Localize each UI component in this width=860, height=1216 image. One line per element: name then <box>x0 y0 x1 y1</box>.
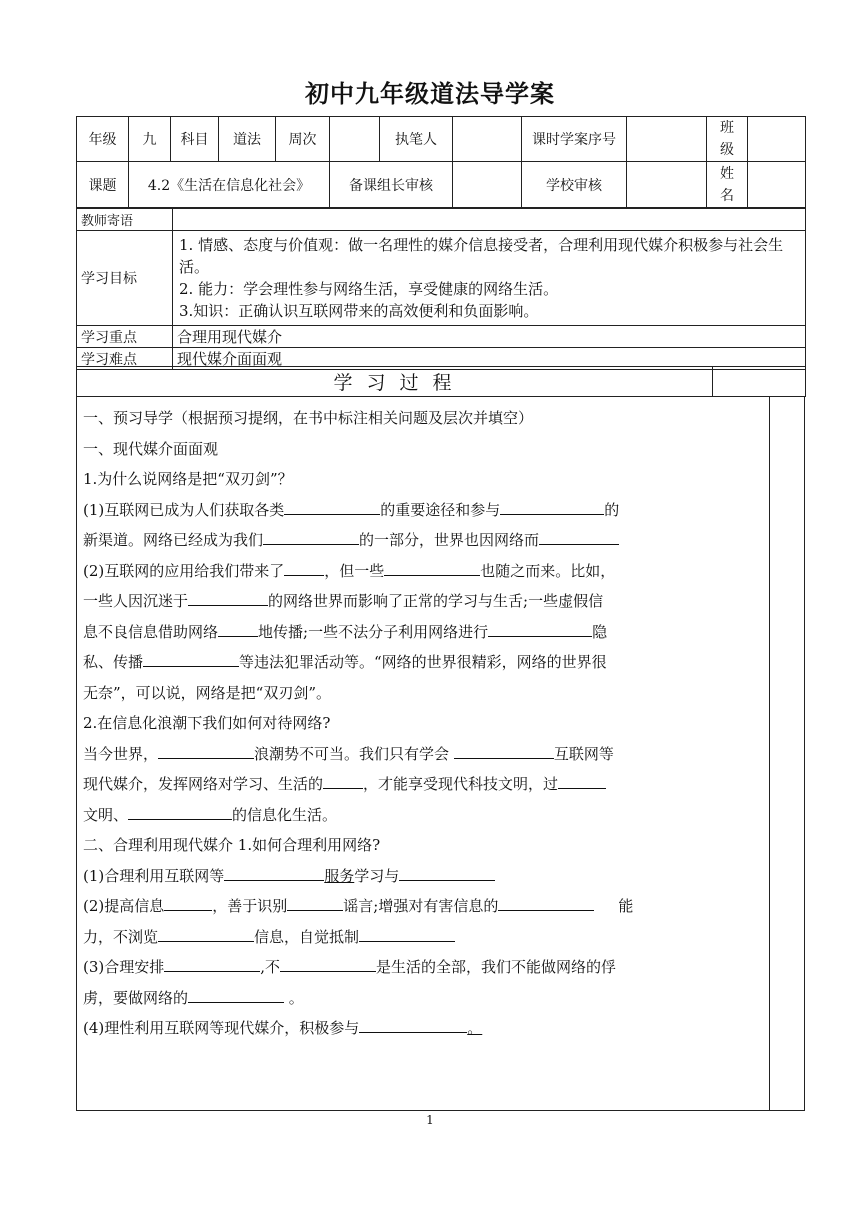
process-content <box>83 403 763 1044</box>
text-line: 无奈”，可以说，网络是把“双刃剑”。 <box>83 683 332 702</box>
objectives-list <box>173 231 806 326</box>
subject-label: 科目 <box>171 117 219 162</box>
process-side <box>713 367 806 397</box>
fill-blank[interactable] <box>128 803 232 820</box>
text-line: 现代媒介，发挥网络对学习、生活的 ，才能享受现代科技文明，过 <box>83 769 763 800</box>
objective-item: 3.知识：正确认识互联网带来的高效便利和负面影响。 <box>179 302 539 320</box>
fill-blank[interactable] <box>287 894 343 911</box>
fill-blank[interactable] <box>224 864 324 881</box>
group-review-label: 备课组长审核 <box>330 162 453 209</box>
info-table <box>76 116 806 209</box>
week-label: 周次 <box>276 117 330 162</box>
serial-value <box>627 117 707 162</box>
author-label: 执笔人 <box>380 117 453 162</box>
grade-label: 年级 <box>77 117 129 162</box>
fill-blank[interactable] <box>454 742 554 759</box>
fill-blank[interactable] <box>539 528 619 545</box>
name-value <box>748 162 806 209</box>
text-line: 文明、 的信息化生活。 <box>83 800 763 831</box>
text-line: (2)提高信息 ，善于识别 谣言;增强对有害信息的 能 <box>83 891 763 922</box>
topic-value: 4.2《生活在信息化社会》 <box>129 162 330 209</box>
class-value <box>748 117 806 162</box>
text-line: (1)合理利用互联网等 服务学习与 <box>83 861 763 892</box>
fill-blank[interactable] <box>218 620 258 637</box>
fill-blank[interactable] <box>188 589 268 606</box>
text-line: 一些人因沉迷于 的网络世界而影响了正常的学习与生舌;一些虚假信 <box>83 586 763 617</box>
key-point-label: 学习重点 <box>77 326 173 348</box>
text-line: (2)互联网的应用给我们带来了 ，但一些 也随之而来。比如， <box>83 556 763 587</box>
week-value <box>330 117 380 162</box>
page-number: 1 <box>426 1113 434 1127</box>
difficulty-value: 现代媒介面面观 <box>173 348 806 370</box>
objectives-table <box>76 207 806 370</box>
fill-blank[interactable] <box>188 986 284 1003</box>
school-review-value <box>627 162 707 209</box>
text-line: 2.在信息化浪潮下我们如何对待网络? <box>83 714 331 732</box>
process-header-table <box>76 366 806 397</box>
text-line: 一、现代媒介面面观 <box>83 439 219 458</box>
author-value <box>453 117 522 162</box>
fill-blank[interactable] <box>359 1016 467 1033</box>
fill-blank[interactable] <box>399 864 495 881</box>
column-divider <box>769 397 770 1110</box>
text-line: 虏，要做网络的 。 <box>83 983 763 1014</box>
text-line: (4)理性利用互联网等现代媒介，积极参与 。 <box>83 1013 763 1044</box>
fill-blank[interactable] <box>263 528 359 545</box>
fill-blank[interactable] <box>143 650 239 667</box>
fill-blank[interactable] <box>359 925 455 942</box>
text-line: (1)互联网已成为人们获取各类 的重要途径和参与 的 <box>83 495 763 526</box>
difficulty-label: 学习难点 <box>77 348 173 370</box>
grade-value: 九 <box>129 117 171 162</box>
page-title: 初中九年级道法导学案 <box>305 79 555 108</box>
process-header: 学 习 过 程 <box>77 367 713 397</box>
fill-blank[interactable] <box>164 894 212 911</box>
fill-blank[interactable] <box>280 955 376 972</box>
process-body <box>76 396 805 1111</box>
fill-blank[interactable] <box>498 894 594 911</box>
fill-blank[interactable] <box>158 925 254 942</box>
fill-blank[interactable] <box>488 620 592 637</box>
group-review-value <box>453 162 522 209</box>
fill-blank[interactable] <box>558 772 606 789</box>
class-label: 班级 <box>707 117 748 162</box>
teacher-note-label: 教师寄语 <box>77 208 173 231</box>
objective-item: 2. 能力：学会理性参与网络生活，享受健康的网络生活。 <box>179 280 559 298</box>
objective-item: 1. 情感、态度与价值观：做一名理性的媒介信息接受者，合理利用现代媒介积极参与社会生活。 <box>179 236 784 276</box>
name-label: 姓名 <box>707 162 748 209</box>
text-line: 二、合理利用现代媒介 1.如何合理利用网络? <box>83 836 381 854</box>
subject-value: 道法 <box>219 117 276 162</box>
fill-blank[interactable] <box>158 742 254 759</box>
school-review-label: 学校审核 <box>522 162 627 209</box>
text-line: 息不良信息借助网络 地传播;一些不法分子利用网络进行 隐 <box>83 617 763 648</box>
key-point-value: 合理用现代媒介 <box>173 326 806 348</box>
fill-blank[interactable] <box>284 498 380 515</box>
objectives-label: 学习目标 <box>77 231 173 326</box>
fill-blank[interactable] <box>500 498 604 515</box>
teacher-note-value <box>173 208 806 231</box>
text-line: (3)合理安排 ,不 是生活的全部，我们不能做网络的俘 <box>83 952 763 983</box>
text-line: 当今世界， 浪潮势不可当。我们只有学会 互联网等 <box>83 739 763 770</box>
text-line: 私、传播 等违法犯罪活动等。“网络的世界很精彩，网络的世界很 <box>83 647 763 678</box>
serial-label: 课时学案序号 <box>522 117 627 162</box>
text-line: 力，不浏览 信息，自觉抵制 <box>83 922 763 953</box>
fill-blank[interactable] <box>284 559 324 576</box>
fill-blank[interactable] <box>164 955 260 972</box>
text-line: 一、预习导学（根据预习提纲，在书中标注相关问题及层次并填空） <box>83 409 534 427</box>
fill-blank[interactable] <box>323 772 363 789</box>
topic-label: 课题 <box>77 162 129 209</box>
text-line: 1.为什么说网络是把“双刃剑”？ <box>83 470 293 488</box>
text-line: 新渠道。网络已经成为我们 的一部分，世界也因网络而 <box>83 525 763 556</box>
fill-blank[interactable] <box>384 559 480 576</box>
